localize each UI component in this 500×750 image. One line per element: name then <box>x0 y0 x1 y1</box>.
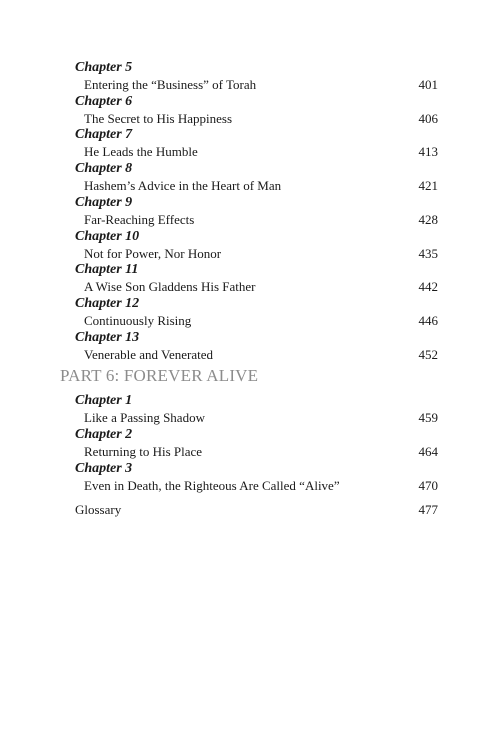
toc-entry-part6-chapter-1[interactable] <box>75 393 438 426</box>
page-number: 459 <box>418 410 438 425</box>
chapter-row <box>75 409 438 426</box>
chapter-title: Entering the “Business” of Torah <box>84 77 257 92</box>
chapter-title: Hashem’s Advice in the Heart of Man <box>84 178 282 193</box>
chapter-number: Chapter 7 <box>75 127 133 142</box>
chapter-number: Chapter 10 <box>75 229 140 244</box>
toc-entry-chapter-5[interactable] <box>75 60 438 93</box>
page-number: 406 <box>418 111 438 126</box>
chapter-row <box>75 312 438 329</box>
page-number: 413 <box>418 144 438 159</box>
chapter-title: Even in Death, the Righteous Are Called “Alive” <box>84 478 340 493</box>
page-number: 452 <box>418 347 438 362</box>
page-number: 464 <box>418 444 438 459</box>
toc-entry-chapter-6[interactable] <box>75 94 438 127</box>
chapter-number: Chapter 2 <box>75 427 133 442</box>
chapter-number: Chapter 5 <box>75 60 133 75</box>
toc-entry-chapter-13[interactable] <box>75 330 438 363</box>
toc-entry-chapter-12[interactable] <box>75 296 438 329</box>
toc-entry-chapter-11[interactable] <box>75 262 438 295</box>
chapter-title: He Leads the Humble <box>84 144 198 159</box>
toc-entry-chapter-8[interactable] <box>75 161 438 194</box>
chapter-number: Chapter 6 <box>75 94 133 109</box>
part-heading: PART 6: FOREVER ALIVE <box>60 366 259 385</box>
toc-entry-chapter-9[interactable] <box>75 195 438 228</box>
chapter-row <box>75 477 438 494</box>
page-number: 442 <box>418 279 438 294</box>
chapter-number: Chapter 8 <box>75 161 133 176</box>
page-number: 421 <box>418 178 438 193</box>
chapter-number: Chapter 9 <box>75 195 133 210</box>
chapter-row <box>75 245 438 262</box>
chapter-row <box>75 443 438 460</box>
chapter-row <box>75 110 438 127</box>
glossary-title: Glossary <box>75 502 122 517</box>
toc-entry-part6-chapter-3[interactable] <box>75 461 438 494</box>
chapter-row <box>75 76 438 93</box>
chapter-row <box>75 143 438 160</box>
page-number: 428 <box>418 212 438 227</box>
page-number: 470 <box>418 478 438 493</box>
chapter-number: Chapter 11 <box>75 262 139 277</box>
chapter-title: Returning to His Place <box>84 444 203 459</box>
chapter-title: Not for Power, Nor Honor <box>84 246 222 261</box>
chapter-row <box>75 346 438 363</box>
toc-entry-chapter-7[interactable] <box>75 127 438 160</box>
toc-entry-glossary[interactable] <box>75 501 438 518</box>
chapter-title: Venerable and Venerated <box>84 347 213 362</box>
chapter-title: Like a Passing Shadow <box>84 410 205 425</box>
page-number: 477 <box>418 502 438 517</box>
chapter-title: Far-Reaching Effects <box>84 212 195 227</box>
chapter-number: Chapter 3 <box>75 461 133 476</box>
chapter-row <box>75 177 438 194</box>
chapter-title: The Secret to His Happiness <box>84 111 233 126</box>
chapter-row <box>75 278 438 295</box>
chapter-number: Chapter 1 <box>75 393 133 408</box>
toc-entry-part6-chapter-2[interactable] <box>75 427 438 460</box>
page-number: 401 <box>418 77 438 92</box>
chapter-title: A Wise Son Gladdens His Father <box>84 279 256 294</box>
chapter-number: Chapter 12 <box>75 296 140 311</box>
chapter-number: Chapter 13 <box>75 330 140 345</box>
page-number: 435 <box>418 246 438 261</box>
page-number: 446 <box>418 313 438 328</box>
chapter-title: Continuously Rising <box>84 313 192 328</box>
chapter-row <box>75 211 438 228</box>
toc-entry-chapter-10[interactable] <box>75 229 438 262</box>
